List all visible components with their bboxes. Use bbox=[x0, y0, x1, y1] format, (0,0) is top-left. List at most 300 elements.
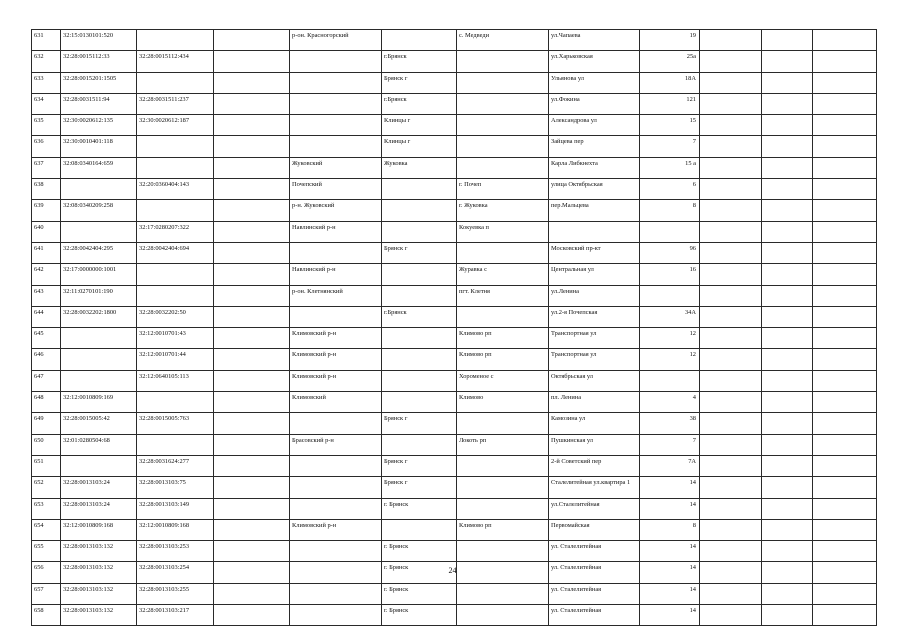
street-cell: ул. Сталелитейная bbox=[549, 605, 640, 626]
city-cell: г. Брянск bbox=[382, 541, 457, 562]
page-number: 24 bbox=[448, 566, 457, 575]
house-number-cell: 121 bbox=[640, 93, 700, 114]
cadastral-number-2-cell bbox=[137, 285, 214, 306]
settlement-cell: Климово рп bbox=[457, 328, 549, 349]
city-cell: г. Брянск bbox=[382, 562, 457, 583]
house-number-cell: 14 bbox=[640, 583, 700, 604]
table-row bbox=[32, 434, 877, 455]
house-number-cell: 96 bbox=[640, 242, 700, 263]
row-number-cell: 641 bbox=[32, 242, 61, 263]
city-cell: Клинцы г bbox=[382, 115, 457, 136]
street-cell: Сталелитейная ул.квартира 1 bbox=[549, 477, 640, 498]
table-row bbox=[32, 370, 877, 391]
cadastral-number-cell: 32:28:0013103:132 bbox=[61, 541, 137, 562]
extra-column-1-cell bbox=[700, 541, 762, 562]
settlement-cell: Локоть рп bbox=[457, 434, 549, 455]
city-cell bbox=[382, 30, 457, 51]
row-number-cell: 652 bbox=[32, 477, 61, 498]
street-cell: Карла Либкнехта bbox=[549, 157, 640, 178]
row-number-cell: 658 bbox=[32, 605, 61, 626]
district-cell: Навлинский р-н bbox=[290, 221, 382, 242]
extra-column-2-cell bbox=[762, 498, 813, 519]
house-number-cell: 8 bbox=[640, 519, 700, 540]
city-cell: г.Брянск bbox=[382, 93, 457, 114]
street-cell: ул.Сталелитейная bbox=[549, 498, 640, 519]
extra-column-1-cell bbox=[700, 413, 762, 434]
city-cell bbox=[382, 434, 457, 455]
empty-column-cell bbox=[214, 285, 290, 306]
cadastral-number-cell bbox=[61, 349, 137, 370]
cadastral-number-2-cell: 32:12:0010809:168 bbox=[137, 519, 214, 540]
extra-column-3-cell bbox=[813, 179, 877, 200]
street-cell: ул.Ленина bbox=[549, 285, 640, 306]
empty-column-cell bbox=[214, 541, 290, 562]
cadastral-number-cell bbox=[61, 179, 137, 200]
row-number-cell: 637 bbox=[32, 157, 61, 178]
table-row bbox=[32, 115, 877, 136]
district-cell bbox=[290, 115, 382, 136]
settlement-cell bbox=[457, 51, 549, 72]
row-number-cell: 635 bbox=[32, 115, 61, 136]
district-cell: Климовский р-н bbox=[290, 519, 382, 540]
extra-column-3-cell bbox=[813, 72, 877, 93]
table-row bbox=[32, 583, 877, 604]
cadastral-number-2-cell: 32:17:0280207:322 bbox=[137, 221, 214, 242]
table-row bbox=[32, 30, 877, 51]
street-cell: пер.Мальцева bbox=[549, 200, 640, 221]
extra-column-3-cell bbox=[813, 498, 877, 519]
empty-column-cell bbox=[214, 370, 290, 391]
cadastral-number-2-cell bbox=[137, 264, 214, 285]
city-cell bbox=[382, 328, 457, 349]
extra-column-2-cell bbox=[762, 242, 813, 263]
house-number-cell: 14 bbox=[640, 477, 700, 498]
empty-column-cell bbox=[214, 136, 290, 157]
extra-column-1-cell bbox=[700, 264, 762, 285]
settlement-cell bbox=[457, 455, 549, 476]
table-row bbox=[32, 93, 877, 114]
district-cell: Брасовский р-н bbox=[290, 434, 382, 455]
street-cell: 2-й Советский пер bbox=[549, 455, 640, 476]
street-cell bbox=[549, 221, 640, 242]
empty-column-cell bbox=[214, 200, 290, 221]
table-row bbox=[32, 136, 877, 157]
house-number-cell bbox=[640, 285, 700, 306]
house-number-cell: 14 bbox=[640, 562, 700, 583]
extra-column-2-cell bbox=[762, 51, 813, 72]
street-cell: ул.Харьковская bbox=[549, 51, 640, 72]
extra-column-1-cell bbox=[700, 157, 762, 178]
row-number-cell: 639 bbox=[32, 200, 61, 221]
cadastral-number-2-cell bbox=[137, 30, 214, 51]
empty-column-cell bbox=[214, 93, 290, 114]
district-cell: Навлинский р-н bbox=[290, 264, 382, 285]
city-cell: Брянск г bbox=[382, 242, 457, 263]
cadastral-number-2-cell: 32:28:0013103:75 bbox=[137, 477, 214, 498]
extra-column-3-cell bbox=[813, 264, 877, 285]
empty-column-cell bbox=[214, 306, 290, 327]
extra-column-1-cell bbox=[700, 392, 762, 413]
table-row bbox=[32, 498, 877, 519]
house-number-cell: 4 bbox=[640, 392, 700, 413]
empty-column-cell bbox=[214, 72, 290, 93]
city-cell: Брянск г bbox=[382, 455, 457, 476]
settlement-cell: Журавка с bbox=[457, 264, 549, 285]
extra-column-1-cell bbox=[700, 519, 762, 540]
row-number-cell: 634 bbox=[32, 93, 61, 114]
district-cell: р-он. Красногорский bbox=[290, 30, 382, 51]
city-cell: Брянск г bbox=[382, 477, 457, 498]
settlement-cell bbox=[457, 583, 549, 604]
row-number-cell: 644 bbox=[32, 306, 61, 327]
street-cell: Пушкинская ул bbox=[549, 434, 640, 455]
extra-column-3-cell bbox=[813, 583, 877, 604]
extra-column-1-cell bbox=[700, 179, 762, 200]
extra-column-3-cell bbox=[813, 136, 877, 157]
extra-column-1-cell bbox=[700, 455, 762, 476]
district-cell bbox=[290, 498, 382, 519]
district-cell: Почепский bbox=[290, 179, 382, 200]
table-row bbox=[32, 349, 877, 370]
settlement-cell bbox=[457, 306, 549, 327]
table-row bbox=[32, 306, 877, 327]
cadastral-number-cell: 32:28:0015201:1505 bbox=[61, 72, 137, 93]
extra-column-2-cell bbox=[762, 285, 813, 306]
cadastral-number-cell: 32:28:0013103:132 bbox=[61, 605, 137, 626]
district-cell bbox=[290, 583, 382, 604]
cadastral-number-cell: 32:28:0015112:33 bbox=[61, 51, 137, 72]
row-number-cell: 654 bbox=[32, 519, 61, 540]
extra-column-1-cell bbox=[700, 306, 762, 327]
street-cell: улица Октябрьская bbox=[549, 179, 640, 200]
settlement-cell: Климово рп bbox=[457, 519, 549, 540]
city-cell: г. Брянск bbox=[382, 605, 457, 626]
district-cell bbox=[290, 136, 382, 157]
extra-column-3-cell bbox=[813, 541, 877, 562]
cadastral-number-2-cell: 32:12:0640105:113 bbox=[137, 370, 214, 391]
city-cell: Брянск г bbox=[382, 413, 457, 434]
empty-column-cell bbox=[214, 434, 290, 455]
row-number-cell: 655 bbox=[32, 541, 61, 562]
cadastral-number-cell bbox=[61, 455, 137, 476]
cadastral-number-cell bbox=[61, 370, 137, 391]
extra-column-1-cell bbox=[700, 242, 762, 263]
street-cell: пл. Ленина bbox=[549, 392, 640, 413]
district-cell bbox=[290, 242, 382, 263]
extra-column-3-cell bbox=[813, 93, 877, 114]
city-cell: Клинцы г bbox=[382, 136, 457, 157]
extra-column-3-cell bbox=[813, 477, 877, 498]
extra-column-1-cell bbox=[700, 498, 762, 519]
house-number-cell bbox=[640, 221, 700, 242]
district-cell bbox=[290, 72, 382, 93]
house-number-cell bbox=[640, 370, 700, 391]
district-cell: Климовский р-н bbox=[290, 328, 382, 349]
cadastral-number-cell: 32:30:0020612:135 bbox=[61, 115, 137, 136]
district-cell bbox=[290, 306, 382, 327]
cadastral-number-cell: 32:12:0010809:168 bbox=[61, 519, 137, 540]
city-cell: г. Брянск bbox=[382, 583, 457, 604]
district-cell bbox=[290, 93, 382, 114]
settlement-cell bbox=[457, 498, 549, 519]
cadastral-number-2-cell bbox=[137, 157, 214, 178]
street-cell: Московский пр-кт bbox=[549, 242, 640, 263]
extra-column-2-cell bbox=[762, 179, 813, 200]
empty-column-cell bbox=[214, 583, 290, 604]
cadastral-number-2-cell: 32:28:0015005:763 bbox=[137, 413, 214, 434]
cadastral-number-cell: 32:28:0015005:42 bbox=[61, 413, 137, 434]
cadastral-number-2-cell: 32:28:0031624:277 bbox=[137, 455, 214, 476]
settlement-cell: пгт. Клетня bbox=[457, 285, 549, 306]
settlement-cell bbox=[457, 541, 549, 562]
empty-column-cell bbox=[214, 157, 290, 178]
table-row bbox=[32, 328, 877, 349]
cadastral-number-cell: 32:08:0340209:258 bbox=[61, 200, 137, 221]
extra-column-2-cell bbox=[762, 413, 813, 434]
row-number-cell: 642 bbox=[32, 264, 61, 285]
house-number-cell: 16 bbox=[640, 264, 700, 285]
street-cell: ул.2-я Почепская bbox=[549, 306, 640, 327]
empty-column-cell bbox=[214, 498, 290, 519]
settlement-cell: г. Жуковка bbox=[457, 200, 549, 221]
district-cell: Климовский р-н bbox=[290, 349, 382, 370]
table-row bbox=[32, 413, 877, 434]
street-cell: Транспортная ул bbox=[549, 349, 640, 370]
extra-column-1-cell bbox=[700, 93, 762, 114]
extra-column-1-cell bbox=[700, 115, 762, 136]
district-cell bbox=[290, 413, 382, 434]
city-cell bbox=[382, 179, 457, 200]
cadastral-number-cell: 32:15:0130101:520 bbox=[61, 30, 137, 51]
extra-column-3-cell bbox=[813, 413, 877, 434]
property-register-table bbox=[31, 29, 877, 626]
cadastral-number-cell: 32:28:0013103:24 bbox=[61, 477, 137, 498]
extra-column-1-cell bbox=[700, 136, 762, 157]
cadastral-number-2-cell bbox=[137, 392, 214, 413]
district-cell: р-он. Клетнянский bbox=[290, 285, 382, 306]
city-cell bbox=[382, 285, 457, 306]
extra-column-2-cell bbox=[762, 328, 813, 349]
extra-column-2-cell bbox=[762, 30, 813, 51]
extra-column-1-cell bbox=[700, 72, 762, 93]
district-cell: Климовский bbox=[290, 392, 382, 413]
settlement-cell: с. Медведи bbox=[457, 30, 549, 51]
cadastral-number-cell: 32:12:0010809:169 bbox=[61, 392, 137, 413]
settlement-cell bbox=[457, 115, 549, 136]
extra-column-2-cell bbox=[762, 370, 813, 391]
cadastral-number-2-cell: 32:28:0031511:237 bbox=[137, 93, 214, 114]
cadastral-number-2-cell bbox=[137, 200, 214, 221]
extra-column-3-cell bbox=[813, 221, 877, 242]
settlement-cell bbox=[457, 413, 549, 434]
cadastral-number-cell: 32:28:0031511:94 bbox=[61, 93, 137, 114]
row-number-cell: 651 bbox=[32, 455, 61, 476]
city-cell bbox=[382, 200, 457, 221]
settlement-cell: Хороменое с bbox=[457, 370, 549, 391]
cadastral-number-2-cell bbox=[137, 72, 214, 93]
table-row bbox=[32, 72, 877, 93]
extra-column-2-cell bbox=[762, 221, 813, 242]
extra-column-1-cell bbox=[700, 477, 762, 498]
district-cell: Климовский р-н bbox=[290, 370, 382, 391]
cadastral-number-2-cell: 32:28:0042404:694 bbox=[137, 242, 214, 263]
extra-column-3-cell bbox=[813, 434, 877, 455]
cadastral-number-cell: 32:11:0270101:190 bbox=[61, 285, 137, 306]
empty-column-cell bbox=[214, 51, 290, 72]
row-number-cell: 632 bbox=[32, 51, 61, 72]
extra-column-2-cell bbox=[762, 541, 813, 562]
extra-column-3-cell bbox=[813, 285, 877, 306]
district-cell bbox=[290, 541, 382, 562]
city-cell bbox=[382, 370, 457, 391]
extra-column-3-cell bbox=[813, 30, 877, 51]
extra-column-1-cell bbox=[700, 51, 762, 72]
city-cell: г.Брянск bbox=[382, 51, 457, 72]
extra-column-3-cell bbox=[813, 349, 877, 370]
house-number-cell: 14 bbox=[640, 605, 700, 626]
street-cell: ул. Сталелитейная bbox=[549, 583, 640, 604]
extra-column-2-cell bbox=[762, 455, 813, 476]
extra-column-2-cell bbox=[762, 392, 813, 413]
empty-column-cell bbox=[214, 392, 290, 413]
city-cell bbox=[382, 349, 457, 370]
house-number-cell: 15 а bbox=[640, 157, 700, 178]
row-number-cell: 653 bbox=[32, 498, 61, 519]
street-cell: ул.Чапаева bbox=[549, 30, 640, 51]
empty-column-cell bbox=[214, 179, 290, 200]
street-cell: Александрова ул bbox=[549, 115, 640, 136]
district-cell: р-н. Жуковский bbox=[290, 200, 382, 221]
row-number-cell: 638 bbox=[32, 179, 61, 200]
extra-column-2-cell bbox=[762, 434, 813, 455]
cadastral-number-2-cell: 32:28:0013103:254 bbox=[137, 562, 214, 583]
city-cell bbox=[382, 221, 457, 242]
city-cell bbox=[382, 264, 457, 285]
settlement-cell: Климово рп bbox=[457, 349, 549, 370]
city-cell: Жуковка bbox=[382, 157, 457, 178]
city-cell: г.Брянск bbox=[382, 306, 457, 327]
street-cell: Первомайская bbox=[549, 519, 640, 540]
cadastral-number-2-cell: 32:28:0015112:434 bbox=[137, 51, 214, 72]
empty-column-cell bbox=[214, 605, 290, 626]
district-cell bbox=[290, 605, 382, 626]
cadastral-number-cell bbox=[61, 221, 137, 242]
empty-column-cell bbox=[214, 264, 290, 285]
extra-column-3-cell bbox=[813, 306, 877, 327]
extra-column-2-cell bbox=[762, 93, 813, 114]
extra-column-2-cell bbox=[762, 115, 813, 136]
street-cell: Октябрьская ул bbox=[549, 370, 640, 391]
row-number-cell: 640 bbox=[32, 221, 61, 242]
table-row bbox=[32, 242, 877, 263]
settlement-cell: Климово bbox=[457, 392, 549, 413]
table-row bbox=[32, 519, 877, 540]
cadastral-number-2-cell: 32:30:0020612:187 bbox=[137, 115, 214, 136]
house-number-cell: 14 bbox=[640, 498, 700, 519]
cadastral-number-2-cell: 32:28:0013103:253 bbox=[137, 541, 214, 562]
house-number-cell: 34А bbox=[640, 306, 700, 327]
house-number-cell: 18А bbox=[640, 72, 700, 93]
table-body bbox=[32, 30, 877, 626]
cadastral-number-2-cell: 32:12:0010701:44 bbox=[137, 349, 214, 370]
extra-column-3-cell bbox=[813, 157, 877, 178]
extra-column-2-cell bbox=[762, 583, 813, 604]
extra-column-3-cell bbox=[813, 242, 877, 263]
extra-column-1-cell bbox=[700, 583, 762, 604]
empty-column-cell bbox=[214, 477, 290, 498]
table-row bbox=[32, 157, 877, 178]
extra-column-1-cell bbox=[700, 349, 762, 370]
settlement-cell: г. Почеп bbox=[457, 179, 549, 200]
extra-column-2-cell bbox=[762, 264, 813, 285]
table-row bbox=[32, 605, 877, 626]
extra-column-3-cell bbox=[813, 115, 877, 136]
extra-column-3-cell bbox=[813, 605, 877, 626]
extra-column-1-cell bbox=[700, 30, 762, 51]
extra-column-1-cell bbox=[700, 285, 762, 306]
extra-column-2-cell bbox=[762, 136, 813, 157]
table-row bbox=[32, 264, 877, 285]
extra-column-2-cell bbox=[762, 477, 813, 498]
street-cell: Ульянова ул bbox=[549, 72, 640, 93]
extra-column-3-cell bbox=[813, 200, 877, 221]
extra-column-1-cell bbox=[700, 605, 762, 626]
extra-column-2-cell bbox=[762, 200, 813, 221]
cadastral-number-cell: 32:17:0000000:1001 bbox=[61, 264, 137, 285]
row-number-cell: 648 bbox=[32, 392, 61, 413]
row-number-cell: 645 bbox=[32, 328, 61, 349]
house-number-cell: 6 bbox=[640, 179, 700, 200]
house-number-cell: 15 bbox=[640, 115, 700, 136]
extra-column-2-cell bbox=[762, 157, 813, 178]
district-cell bbox=[290, 477, 382, 498]
settlement-cell bbox=[457, 157, 549, 178]
cadastral-number-2-cell: 32:28:0013103:149 bbox=[137, 498, 214, 519]
extra-column-2-cell bbox=[762, 519, 813, 540]
cadastral-number-2-cell bbox=[137, 136, 214, 157]
settlement-cell bbox=[457, 477, 549, 498]
table-row bbox=[32, 477, 877, 498]
row-number-cell: 636 bbox=[32, 136, 61, 157]
street-cell: ул.Фокина bbox=[549, 93, 640, 114]
row-number-cell: 650 bbox=[32, 434, 61, 455]
settlement-cell: Кокуевка п bbox=[457, 221, 549, 242]
extra-column-3-cell bbox=[813, 519, 877, 540]
city-cell bbox=[382, 519, 457, 540]
table-row bbox=[32, 179, 877, 200]
table-row bbox=[32, 51, 877, 72]
extra-column-3-cell bbox=[813, 392, 877, 413]
row-number-cell: 649 bbox=[32, 413, 61, 434]
row-number-cell: 631 bbox=[32, 30, 61, 51]
extra-column-1-cell bbox=[700, 434, 762, 455]
house-number-cell: 7 bbox=[640, 136, 700, 157]
empty-column-cell bbox=[214, 413, 290, 434]
extra-column-2-cell bbox=[762, 605, 813, 626]
street-cell: ул. Сталелитейная bbox=[549, 541, 640, 562]
extra-column-3-cell bbox=[813, 51, 877, 72]
empty-column-cell bbox=[214, 242, 290, 263]
table-row bbox=[32, 392, 877, 413]
house-number-cell: 7А bbox=[640, 455, 700, 476]
extra-column-1-cell bbox=[700, 200, 762, 221]
settlement-cell bbox=[457, 93, 549, 114]
row-number-cell: 633 bbox=[32, 72, 61, 93]
extra-column-2-cell bbox=[762, 306, 813, 327]
district-cell bbox=[290, 51, 382, 72]
row-number-cell: 657 bbox=[32, 583, 61, 604]
house-number-cell: 19 bbox=[640, 30, 700, 51]
